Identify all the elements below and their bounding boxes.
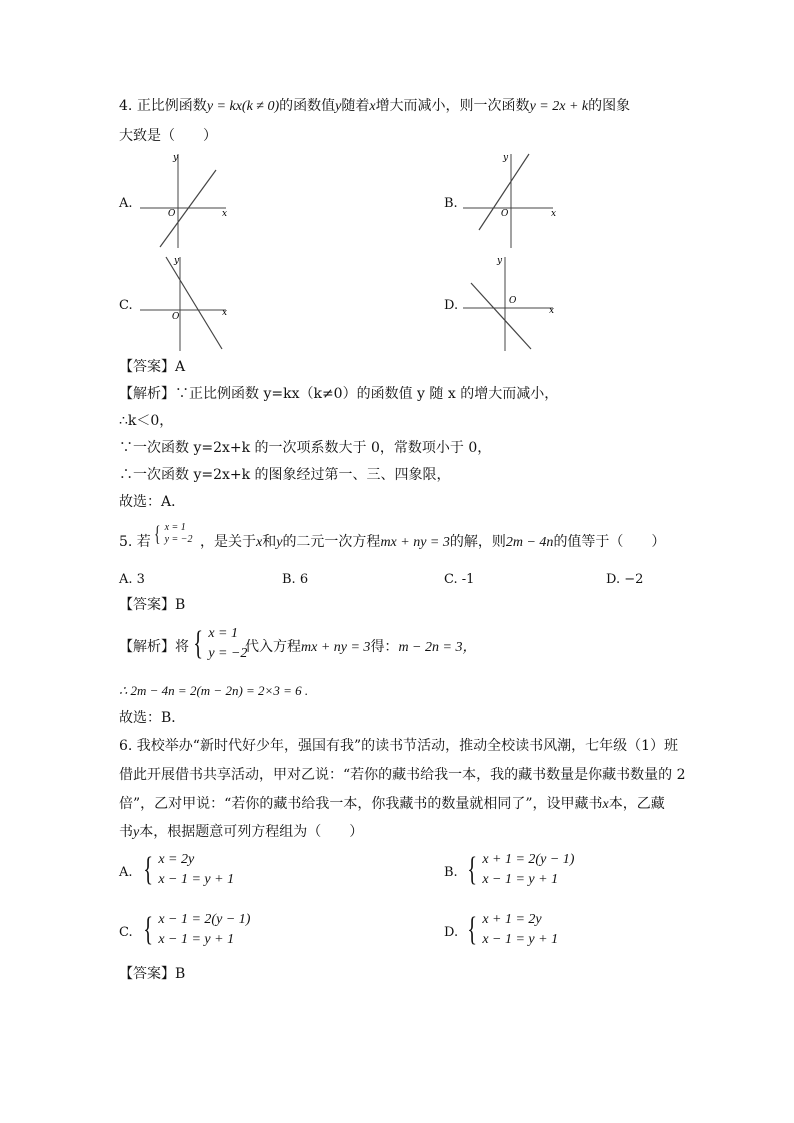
q5-answer: 【答案】B	[119, 597, 186, 613]
analysis-result: m − 2n = 3，	[398, 640, 477, 655]
q5-stem-text: ，是关于	[200, 534, 256, 550]
system-eq-2: y = −2	[208, 646, 248, 661]
q5-var-y: y	[276, 535, 283, 550]
system-eq-1: x + 1 = 2y	[482, 912, 542, 927]
q5-option-b: B. 6	[282, 572, 309, 587]
x-label: x	[549, 306, 555, 316]
q4-analysis-line2: ∴k＜0，	[119, 413, 174, 429]
q6-option-c-system	[140, 910, 250, 950]
q4-stem-line2: 大致是（ ）	[119, 128, 217, 144]
q5-expr: 2m − 4n	[505, 535, 554, 550]
q4-stem-text: 的函数值	[279, 98, 336, 114]
q4-graph-a	[140, 150, 232, 248]
q6-stem-line4	[119, 822, 363, 843]
q5-analysis-system	[190, 624, 247, 664]
q6-option-a-label: A.	[119, 865, 133, 880]
x-label: x	[551, 209, 557, 219]
q5-option-c: C. -1	[444, 572, 475, 587]
q4-stem-text: 的图象	[588, 98, 631, 114]
system-eq-2: x − 1 = y + 1	[158, 872, 235, 887]
x-label: x	[222, 308, 228, 318]
system-equations	[482, 910, 558, 950]
y-label: y	[503, 153, 509, 163]
system-equations	[208, 624, 247, 664]
q5-stem-text: 的值等于（ ）	[553, 534, 666, 550]
q5-var-x: x	[256, 535, 263, 550]
q4-stem-text: 正比例函数	[136, 98, 207, 114]
q6-option-a-system	[140, 850, 234, 890]
q6-stem-line2: 借此开展借书共享活动，甲对乙说：“若你的藏书给我一本，我的藏书数量是你藏书数量的 2	[119, 767, 686, 783]
brace: {	[143, 851, 154, 888]
origin-label: O	[172, 312, 180, 322]
q5-stem-text: 的二元一次方程	[282, 534, 381, 550]
q6-var-y: y	[133, 825, 140, 840]
system-equations	[158, 850, 234, 890]
q4-stem-line1	[119, 96, 630, 117]
system-eq-2: y = −2	[164, 534, 193, 545]
system-equations	[482, 850, 574, 890]
q4-conclusion: 故选：A．	[119, 494, 186, 510]
y-label: y	[173, 153, 179, 163]
analysis-eq: mx + ny = 3	[301, 640, 371, 655]
q4-option-a-label: A.	[119, 196, 133, 211]
q4-func2: y = 2x + k	[529, 99, 589, 114]
q5-stem-line1	[119, 532, 151, 552]
q5-derivation: ∴ 2m − 4n = 2(m − 2n) = 2×3 = 6 .	[119, 683, 309, 698]
q5-option-a: A. 3	[119, 572, 145, 587]
q4-option-b-label: B.	[444, 196, 458, 211]
q4-graph-d	[463, 253, 559, 351]
q6-option-b-system	[464, 850, 574, 890]
x-label: x	[222, 209, 228, 219]
q6-option-b-label: B.	[444, 865, 458, 880]
q5-option-d: D. −2	[606, 572, 644, 587]
system-eq-2: x − 1 = y + 1	[158, 932, 235, 947]
q4-stem-text: 增大而减小，则一次函数	[375, 98, 530, 114]
system-eq-1: x = 1	[164, 522, 186, 533]
graph-line	[166, 257, 222, 349]
q5-stem-text: 的解，则	[449, 534, 506, 550]
brace: {	[467, 911, 478, 948]
q6-stem-text: 本，乙藏	[608, 796, 665, 812]
q6-stem-text: 书	[119, 824, 133, 840]
q6-var-x: x	[602, 797, 609, 812]
q5-conclusion: 故选：B．	[119, 710, 186, 726]
system-eq-1: x − 1 = 2(y − 1)	[158, 912, 251, 927]
q6-stem-line1: 6. 我校举办“新时代好少年，强国有我”的读书节活动，推动全校读书风潮，七年级（1）班	[119, 738, 679, 754]
q4-func1: y = kx(k ≠ 0)	[206, 99, 280, 114]
q5-stem-text: 和	[262, 534, 277, 550]
analysis-head: 【解析】	[119, 386, 175, 402]
origin-label: O	[168, 209, 176, 219]
q6-option-d-system	[464, 910, 558, 950]
q6-stem-text: 倍”，乙对甲说：“若你的藏书给我一本，你我藏书的数量就相同了”，设甲藏书	[119, 796, 603, 812]
system-eq-1: x = 2y	[158, 852, 195, 867]
origin-label: O	[501, 209, 509, 219]
origin-label: O	[509, 296, 517, 306]
brace: {	[467, 851, 478, 888]
q5-analysis-rest	[245, 637, 476, 658]
analysis-text: ∵正比例函数 y=kx（k≠0）的函数值 y 随 x 的增大而减小，	[175, 386, 559, 402]
q4-var-x: x	[369, 99, 376, 114]
q4-graph-b	[463, 150, 559, 248]
q5-equation: mx + ny = 3	[380, 535, 450, 550]
q4-number: 4.	[119, 98, 133, 114]
q5-number: 5. 若	[119, 534, 151, 550]
brace: {	[193, 625, 204, 662]
q5-solution-system	[152, 522, 193, 546]
system-eq-1: x + 1 = 2(y − 1)	[482, 852, 575, 867]
brace: {	[154, 521, 161, 546]
q4-analysis-line3: ∵一次函数 y=2x+k 的一次项系数大于 0，常数项小于 0，	[119, 440, 492, 456]
q6-answer: 【答案】B	[119, 966, 186, 982]
q6-option-d-label: D.	[444, 925, 459, 940]
system-eq-1: x = 1	[208, 626, 238, 641]
q5-stem-line1-rest	[200, 532, 665, 553]
system-eq-2: x − 1 = y + 1	[482, 932, 559, 947]
q4-graph-c	[140, 253, 232, 351]
q6-option-c-label: C.	[119, 925, 133, 940]
q4-analysis-line4: ∴一次函数 y=2x+k 的图象经过第一、三、四象限，	[119, 467, 451, 483]
q6-stem-text: 本，根据题意可列方程组为（ ）	[139, 824, 364, 840]
q4-var-y: y	[335, 99, 342, 114]
q5-analysis-head: 【解析】将	[119, 639, 189, 655]
q4-option-d-label: D.	[444, 298, 459, 313]
brace: {	[143, 911, 154, 948]
q6-stem-line3	[119, 794, 665, 815]
q4-analysis-line1	[119, 384, 558, 404]
q4-stem-text: 随着	[341, 98, 370, 114]
q4-option-c-label: C.	[119, 298, 133, 313]
system-eq-2: x − 1 = y + 1	[482, 872, 559, 887]
q4-answer: 【答案】A	[119, 359, 186, 375]
graph-line	[471, 283, 531, 349]
system-equations	[165, 522, 193, 546]
analysis-text: 得：	[370, 639, 399, 655]
analysis-text: 代入方程	[245, 639, 301, 655]
y-label: y	[497, 256, 503, 266]
system-equations	[158, 910, 250, 950]
y-label: y	[174, 256, 180, 266]
